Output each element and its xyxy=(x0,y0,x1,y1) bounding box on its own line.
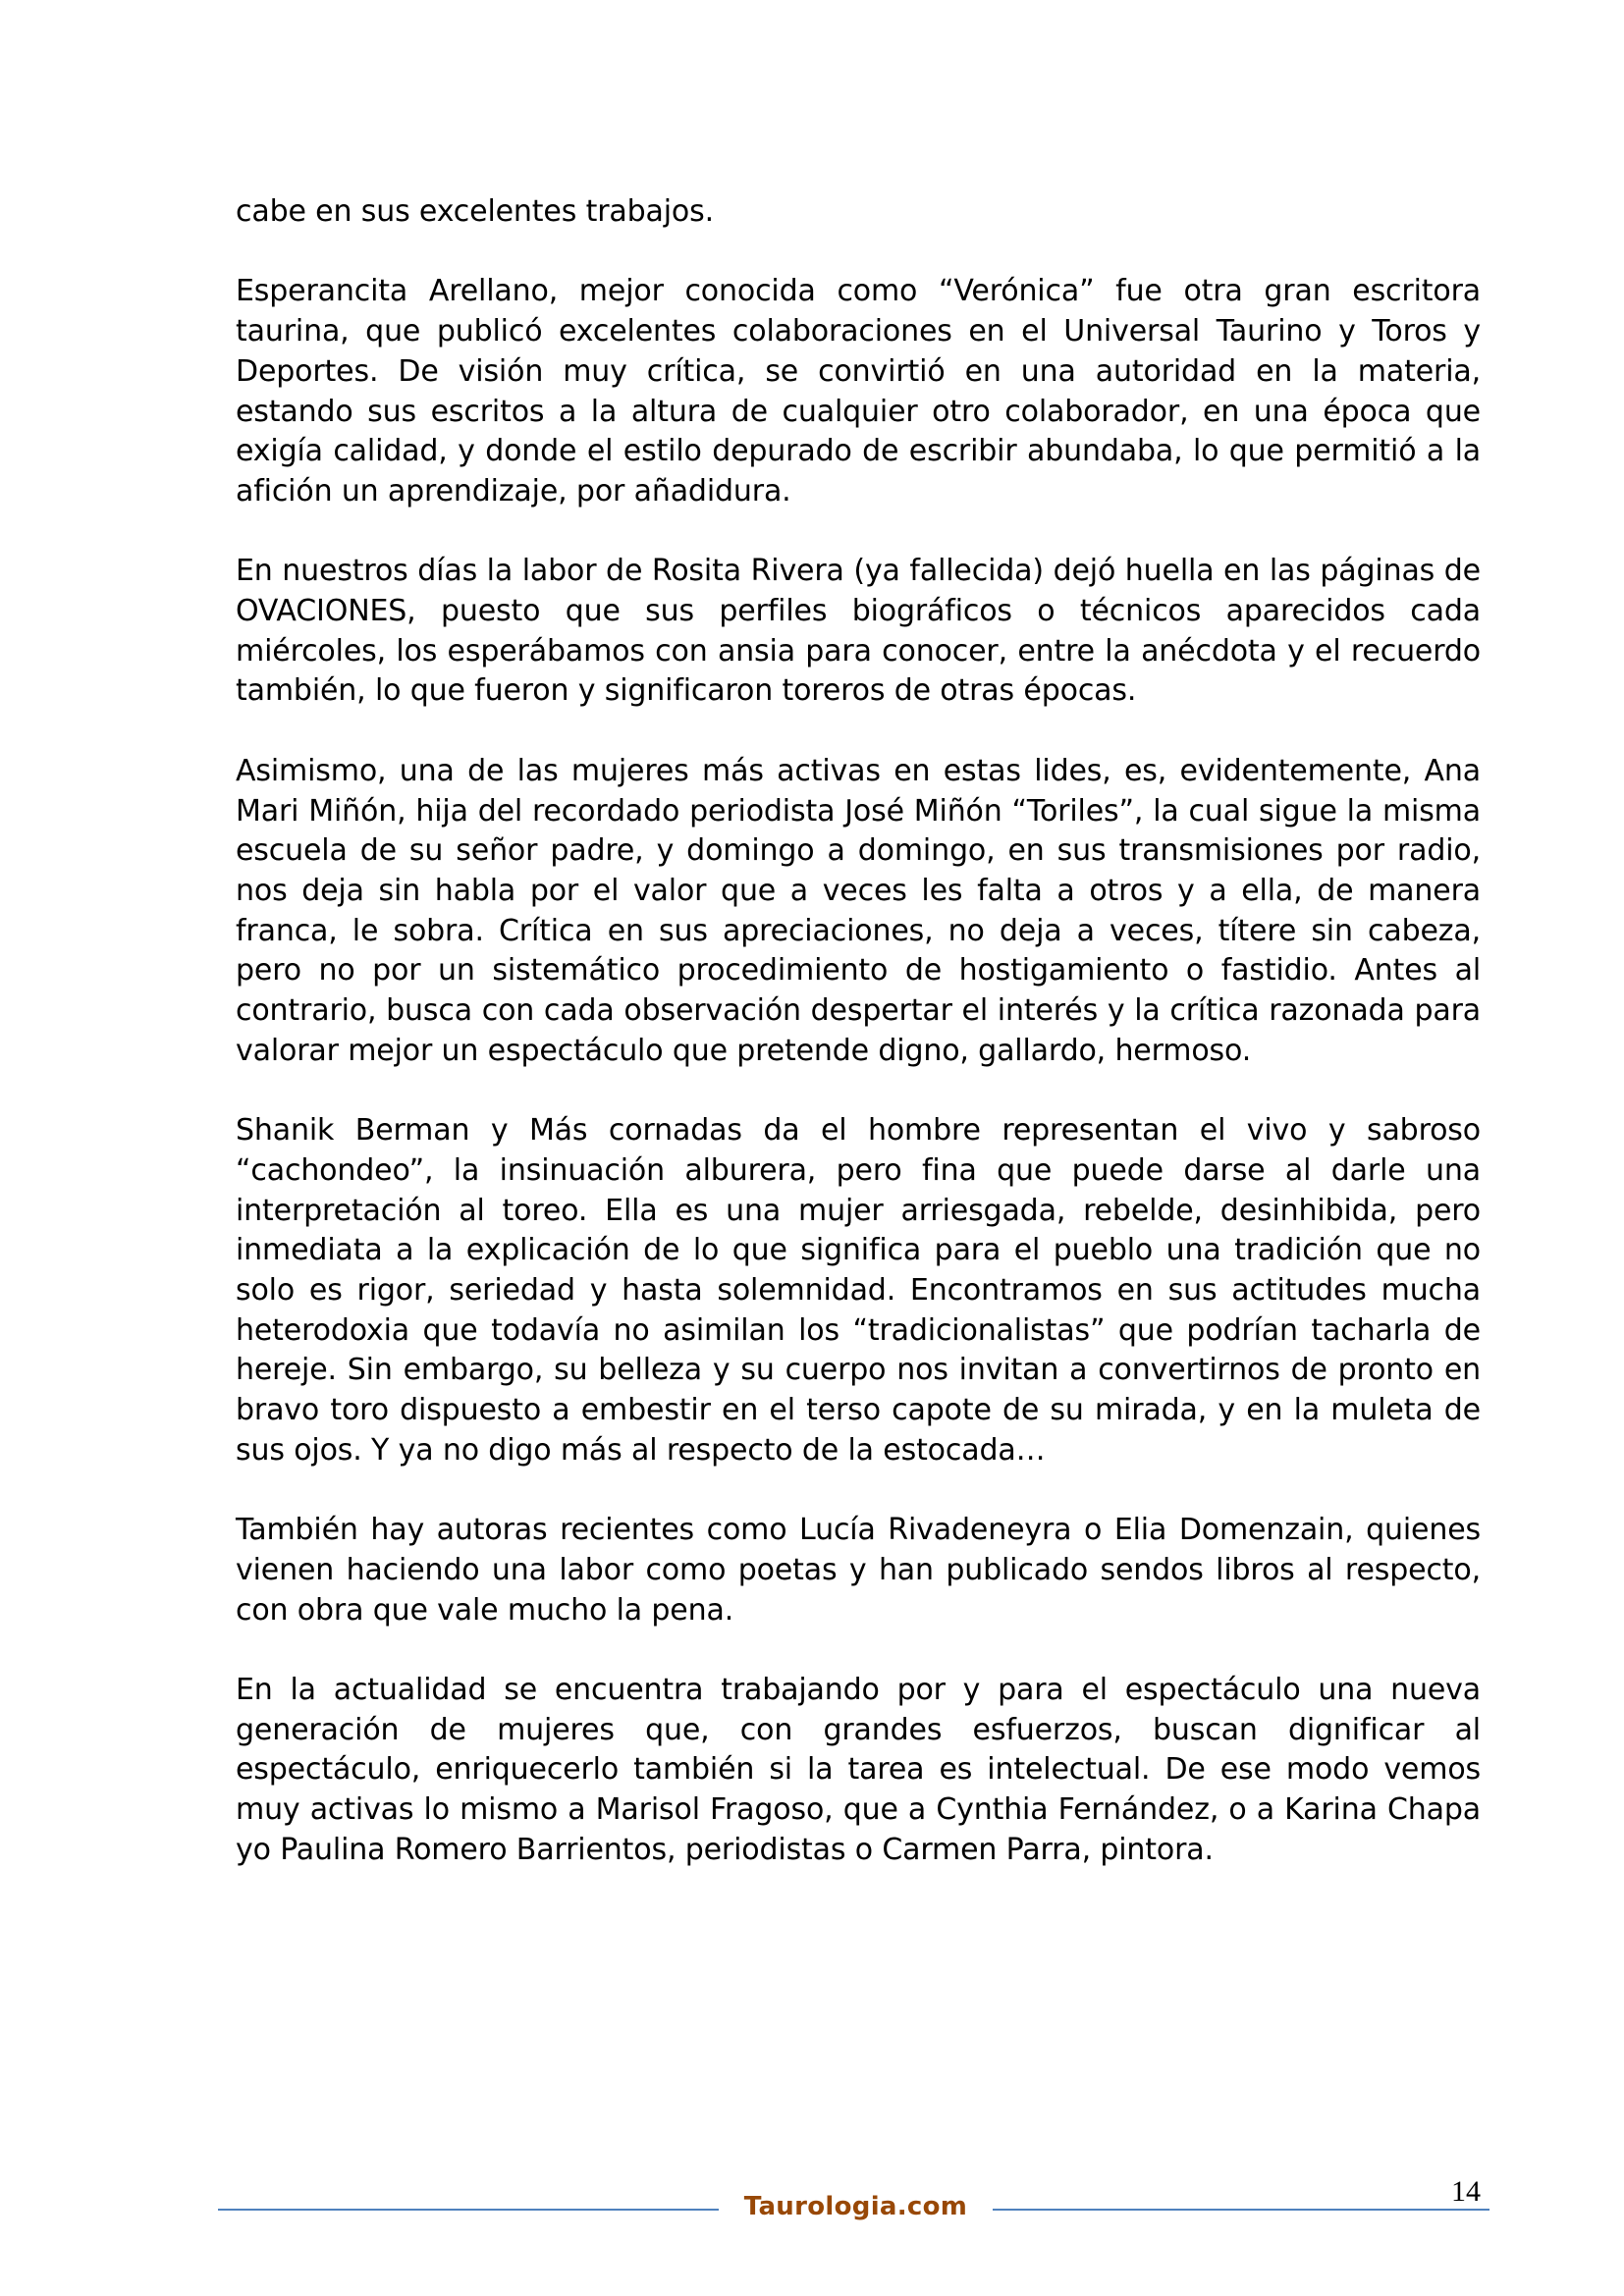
page-number: 14 xyxy=(1451,2175,1481,2208)
paragraph-continuation: cabe en sus excelentes trabajos. xyxy=(236,194,714,229)
footer-rule-left xyxy=(218,2209,719,2211)
body-text xyxy=(236,192,1481,1910)
paragraph-esperancita-arellano: Esperancita Arellano, mejor conocida como “Verónica” fue otra gran escritora taurina, que publicó excelentes colaboraciones en el Universal Taurino y Toros y Deportes. De visión muy crítica, se convirtió en una autoridad en la materia, estando sus escritos a la altura de cualquier otro colaborador, en una época que exigía calidad, y donde el estilo depurado de escribir abundaba, lo que permitió a la afición un aprendizaje, por añadidura. xyxy=(236,274,1481,508)
footer-rule-right xyxy=(993,2209,1489,2211)
paragraph-shanik-berman: Shanik Berman y Más cornadas da el hombre representan el vivo y sabroso “cachondeo”, la insinuación alburera, pero fina que puede darse al darle una interpretación al toreo. Ella es una mujer arriesgada, rebelde, desinhibida, pero inmediata a la explicación de lo que significa para el pueblo una tradición que no solo es rigor, seriedad y hasta solemnidad. Encontramos en sus actitudes mucha heterodoxia que todavía no asimilan los “tradicionalistas” que podrían tacharla de hereje. Sin embargo, su belleza y su cuerpo nos invitan a convertirnos de pronto en bravo toro dispuesto a embestir en el terso capote de su mirada, y en la muleta de sus ojos. Y ya no digo más al respecto de la estocada… xyxy=(236,1113,1481,1468)
footer-brand: Taurologia.com xyxy=(743,2192,968,2221)
paragraph-nueva-generacion: En la actualidad se encuentra trabajando por y para el espectáculo una nueva generación de mujeres que, con grandes esfuerzos, buscan dignificar al espectáculo, enriquecerlo también si la tarea es intelectual. De ese modo vemos muy activas lo mismo a Marisol Fragoso, que a Cynthia Fernández, o a Karina Chapa yo Paulina Romero Barrientos, periodistas o Carmen Parra, pintora. xyxy=(236,1672,1481,1867)
paragraph-autoras-recientes: También hay autoras recientes como Lucía Rivadeneyra o Elia Domenzain, quienes vienen haciendo una labor como poetas y han publicado sendos libros al respecto, con obra que vale mucho la pena. xyxy=(236,1513,1481,1628)
paragraph-rosita-rivera: En nuestros días la labor de Rosita Rivera (ya fallecida) dejó huella en las páginas de OVACIONES, puesto que sus perfiles biográficos o técnicos aparecidos cada miércoles, los esperábamos con ansia para conocer, entre la anécdota y el recuerdo también, lo que fueron y significaron toreros de otras épocas. xyxy=(236,554,1481,709)
paragraph-ana-mari-minon: Asimismo, una de las mujeres más activas en estas lides, es, evidentemente, Ana Mari Miñón, hija del recordado periodista José Miñón “Toriles”, la cual sigue la misma escuela de su señor padre, y domingo a domingo, en sus transmisiones por radio, nos deja sin habla por el valor que a veces les falta a otros y a ella, de manera franca, le sobra. Crítica en sus apreciaciones, no deja a veces, títere sin cabeza, pero no por un sistemático procedimiento de hostigamiento o fastidio. Antes al contrario, busca con cada observación despertar el interés y la crítica razonada para valorar mejor un espectáculo que pretende digno, gallardo, hermoso. xyxy=(236,753,1481,1068)
